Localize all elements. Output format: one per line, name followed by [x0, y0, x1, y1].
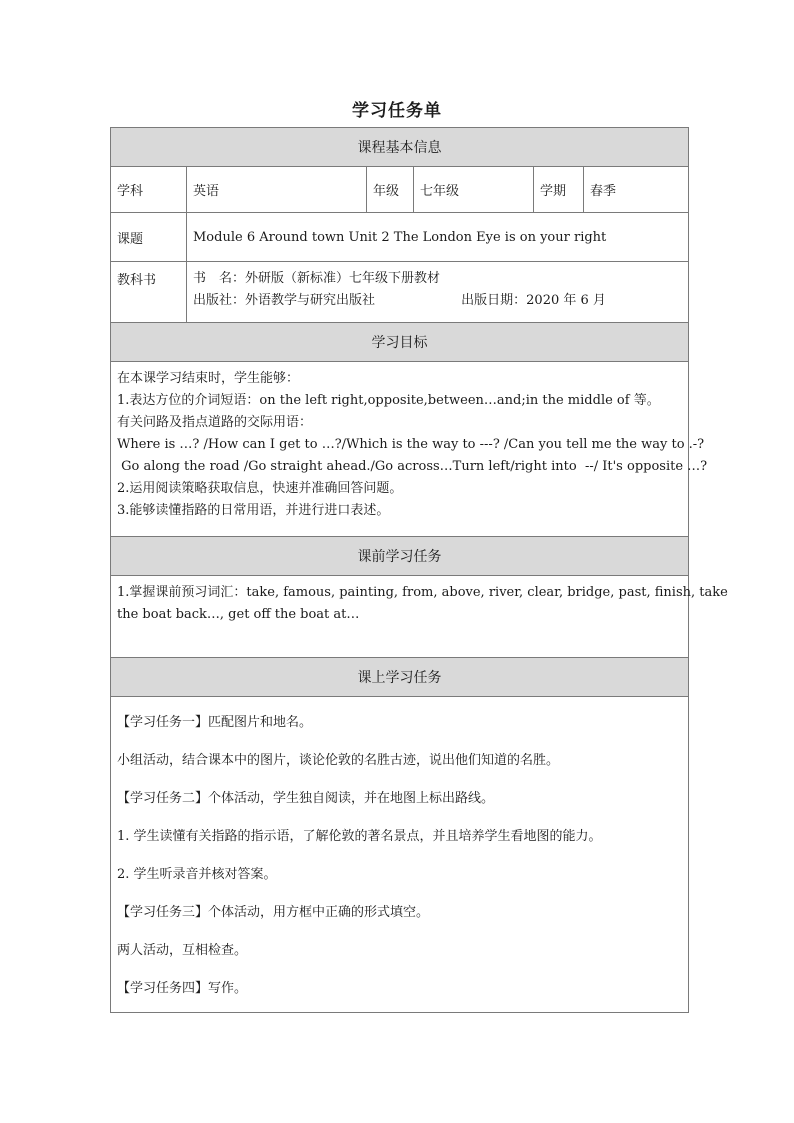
subject-value: 英语 [187, 167, 367, 213]
objective-line: 2.运用阅读策略获取信息，快速并准确回答问题。 [117, 481, 403, 496]
term-value: 春季 [584, 167, 689, 213]
pre-task-line: the boat back…, get off the boat at… [117, 607, 360, 622]
task-line: 小组活动，结合课本中的图片，谈论伦敦的名胜古迹，说出他们知道的名胜。 [117, 753, 560, 768]
objectives-content [111, 362, 708, 537]
section-in-class-tasks: 课上学习任务 [111, 658, 689, 697]
task-line: 两人活动，互相检查。 [117, 943, 248, 958]
task-line: 【学习任务一】匹配图片和地名。 [117, 715, 313, 730]
section-objectives: 学习目标 [111, 323, 689, 362]
subject-label: 学科 [111, 167, 187, 213]
section-basic-info: 课程基本信息 [111, 128, 689, 167]
pre-tasks-content [111, 576, 728, 658]
objective-line: Where is …? /How can I get to …?/Which is the way to ---? /Can you tell me the way to .-? [117, 437, 705, 452]
task-line: 1. 学生读懂有关指路的指示语，了解伦敦的著名景点，并且培养学生看地图的能力。 [117, 829, 602, 844]
objective-line: 1.表达方位的介词短语：on the left right,opposite,between…and;in the middle of 等。 [117, 393, 660, 408]
objective-line: 有关问路及指点道路的交际用语： [117, 415, 313, 430]
task-sheet-table [110, 127, 728, 1013]
in-class-tasks-content [111, 697, 689, 1013]
topic-label: 课题 [111, 213, 187, 262]
task-line: 【学习任务二】个体活动，学生独自阅读，并在地图上标出路线。 [117, 791, 495, 806]
topic-value: Module 6 Around town Unit 2 The London Eye is on your right [187, 213, 689, 262]
section-pre-tasks: 课前学习任务 [111, 537, 689, 576]
grade-value: 七年级 [414, 167, 534, 213]
book-name-line: 书 名：外研版（新标准）七年级下册教材 [193, 271, 441, 286]
publisher-row [193, 290, 682, 312]
objective-line: 在本课学习结束时，学生能够： [117, 371, 300, 386]
task-line: 【学习任务三】个体活动，用方框中正确的形式填空。 [117, 905, 430, 920]
pre-task-line: 1.掌握课前预习词汇：take, famous, painting, from, above, river, clear, bridge, past, finish, take [117, 585, 728, 600]
publish-date: 出版日期：2020 年 6 月 [461, 293, 606, 308]
objective-line: 3.能够读懂指路的日常用语，并进行进口表述。 [117, 503, 390, 518]
textbook-details [187, 262, 689, 323]
term-label: 学期 [534, 167, 584, 213]
task-line: 2. 学生听录音并核对答案。 [117, 867, 277, 882]
publisher-line: 出版社：外语教学与研究出版社 [193, 293, 376, 308]
grade-label: 年级 [367, 167, 414, 213]
textbook-label: 教科书 [111, 262, 187, 323]
task-line: 【学习任务四】写作。 [117, 981, 248, 996]
objective-line: Go along the road /Go straight ahead./Go across…Turn left/right into --/ It's opposite …? [117, 459, 708, 474]
page-title: 学习任务单 [352, 101, 442, 121]
